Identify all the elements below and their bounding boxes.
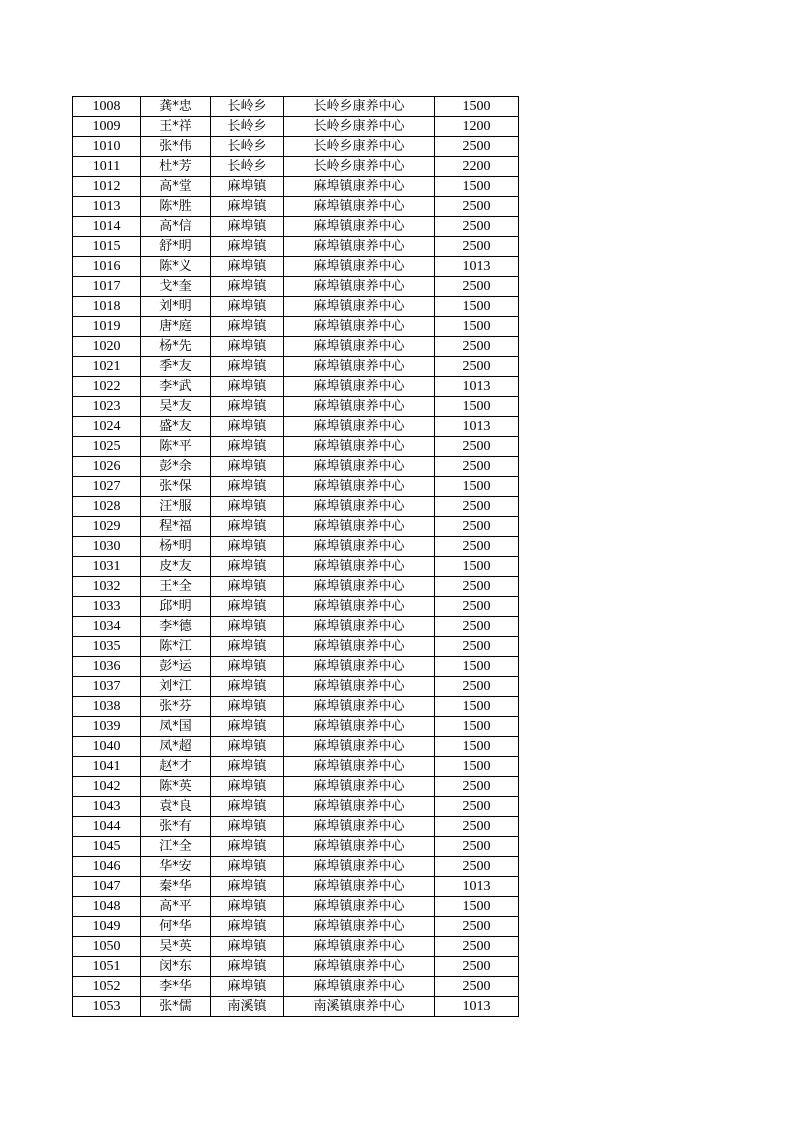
care-center-cell: 麻埠镇康养中心: [284, 737, 435, 757]
care-center-cell: 麻埠镇康养中心: [284, 857, 435, 877]
person-name-cell: 张*有: [141, 817, 211, 837]
care-center-cell: 麻埠镇康养中心: [284, 937, 435, 957]
care-center-cell: 麻埠镇康养中心: [284, 877, 435, 897]
record-id-cell: 1048: [73, 897, 141, 917]
person-name-cell: 程*福: [141, 517, 211, 537]
person-name-cell: 李*华: [141, 977, 211, 997]
table-row: [73, 777, 519, 797]
record-id-cell: 1047: [73, 877, 141, 897]
town-cell: 麻埠镇: [211, 937, 284, 957]
town-cell: 长岭乡: [211, 157, 284, 177]
town-cell: 长岭乡: [211, 97, 284, 117]
person-name-cell: 张*芬: [141, 697, 211, 717]
person-name-cell: 杜*芳: [141, 157, 211, 177]
person-name-cell: 李*武: [141, 377, 211, 397]
town-cell: 麻埠镇: [211, 677, 284, 697]
care-center-cell: 麻埠镇康养中心: [284, 377, 435, 397]
person-name-cell: 赵*才: [141, 757, 211, 777]
record-id-cell: 1016: [73, 257, 141, 277]
table-row: [73, 917, 519, 937]
record-id-cell: 1031: [73, 557, 141, 577]
table-row: [73, 637, 519, 657]
amount-cell: 2500: [435, 197, 519, 217]
person-name-cell: 彭*运: [141, 657, 211, 677]
amount-cell: 2500: [435, 537, 519, 557]
record-id-cell: 1051: [73, 957, 141, 977]
care-center-cell: 麻埠镇康养中心: [284, 437, 435, 457]
town-cell: 麻埠镇: [211, 517, 284, 537]
amount-cell: 2500: [435, 237, 519, 257]
table-row: [73, 997, 519, 1017]
record-id-cell: 1040: [73, 737, 141, 757]
person-name-cell: 何*华: [141, 917, 211, 937]
record-id-cell: 1046: [73, 857, 141, 877]
amount-cell: 2500: [435, 817, 519, 837]
person-name-cell: 张*保: [141, 477, 211, 497]
town-cell: 麻埠镇: [211, 817, 284, 837]
person-name-cell: 杨*先: [141, 337, 211, 357]
record-id-cell: 1009: [73, 117, 141, 137]
town-cell: 麻埠镇: [211, 277, 284, 297]
record-id-cell: 1012: [73, 177, 141, 197]
amount-cell: 2500: [435, 217, 519, 237]
table-row: [73, 597, 519, 617]
town-cell: 麻埠镇: [211, 697, 284, 717]
record-id-cell: 1017: [73, 277, 141, 297]
town-cell: 南溪镇: [211, 997, 284, 1017]
town-cell: 麻埠镇: [211, 837, 284, 857]
town-cell: 麻埠镇: [211, 977, 284, 997]
amount-cell: 1013: [435, 257, 519, 277]
table-row: [73, 177, 519, 197]
amount-cell: 1200: [435, 117, 519, 137]
table-row: [73, 757, 519, 777]
table-row: [73, 957, 519, 977]
amount-cell: 2500: [435, 437, 519, 457]
table-row: [73, 557, 519, 577]
record-id-cell: 1010: [73, 137, 141, 157]
care-center-cell: 麻埠镇康养中心: [284, 897, 435, 917]
amount-cell: 2500: [435, 617, 519, 637]
town-cell: 长岭乡: [211, 137, 284, 157]
person-name-cell: 闵*东: [141, 957, 211, 977]
table-row: [73, 857, 519, 877]
record-id-cell: 1018: [73, 297, 141, 317]
person-name-cell: 王*祥: [141, 117, 211, 137]
person-name-cell: 高*堂: [141, 177, 211, 197]
person-name-cell: 凤*国: [141, 717, 211, 737]
town-cell: 麻埠镇: [211, 297, 284, 317]
care-center-cell: 麻埠镇康养中心: [284, 577, 435, 597]
amount-cell: 2500: [435, 517, 519, 537]
town-cell: 麻埠镇: [211, 257, 284, 277]
care-center-cell: 麻埠镇康养中心: [284, 517, 435, 537]
person-name-cell: 陈*英: [141, 777, 211, 797]
record-id-cell: 1044: [73, 817, 141, 837]
town-cell: 麻埠镇: [211, 557, 284, 577]
table-row: [73, 477, 519, 497]
amount-cell: 2500: [435, 277, 519, 297]
amount-cell: 1013: [435, 997, 519, 1017]
table-row: [73, 877, 519, 897]
town-cell: 麻埠镇: [211, 957, 284, 977]
town-cell: 麻埠镇: [211, 717, 284, 737]
record-id-cell: 1033: [73, 597, 141, 617]
table-row: [73, 357, 519, 377]
table-row: [73, 977, 519, 997]
care-center-cell: 麻埠镇康养中心: [284, 817, 435, 837]
person-name-cell: 王*全: [141, 577, 211, 597]
amount-cell: 1500: [435, 477, 519, 497]
town-cell: 麻埠镇: [211, 397, 284, 417]
record-id-cell: 1011: [73, 157, 141, 177]
amount-cell: 1500: [435, 757, 519, 777]
amount-cell: 1500: [435, 557, 519, 577]
table-row: [73, 737, 519, 757]
care-center-cell: 麻埠镇康养中心: [284, 977, 435, 997]
table-row: [73, 537, 519, 557]
town-cell: 麻埠镇: [211, 417, 284, 437]
amount-cell: 1500: [435, 657, 519, 677]
amount-cell: 1013: [435, 377, 519, 397]
amount-cell: 1500: [435, 97, 519, 117]
amount-cell: 2500: [435, 497, 519, 517]
person-name-cell: 吴*英: [141, 937, 211, 957]
record-id-cell: 1022: [73, 377, 141, 397]
town-cell: 麻埠镇: [211, 917, 284, 937]
town-cell: 麻埠镇: [211, 497, 284, 517]
care-center-cell: 麻埠镇康养中心: [284, 597, 435, 617]
table-row: [73, 157, 519, 177]
town-cell: 麻埠镇: [211, 357, 284, 377]
care-center-cell: 麻埠镇康养中心: [284, 617, 435, 637]
person-name-cell: 张*儒: [141, 997, 211, 1017]
table-row: [73, 617, 519, 637]
person-name-cell: 刘*江: [141, 677, 211, 697]
table-row: [73, 657, 519, 677]
record-id-cell: 1036: [73, 657, 141, 677]
town-cell: 麻埠镇: [211, 737, 284, 757]
person-name-cell: 盛*友: [141, 417, 211, 437]
amount-cell: 2500: [435, 137, 519, 157]
town-cell: 麻埠镇: [211, 337, 284, 357]
amount-cell: 1500: [435, 737, 519, 757]
table-row: [73, 897, 519, 917]
person-name-cell: 彭*余: [141, 457, 211, 477]
care-center-cell: 麻埠镇康养中心: [284, 457, 435, 477]
care-center-cell: 麻埠镇康养中心: [284, 277, 435, 297]
record-id-cell: 1026: [73, 457, 141, 477]
care-center-cell: 麻埠镇康养中心: [284, 777, 435, 797]
table-row: [73, 517, 519, 537]
person-name-cell: 季*友: [141, 357, 211, 377]
care-center-cell: 麻埠镇康养中心: [284, 257, 435, 277]
record-id-cell: 1032: [73, 577, 141, 597]
record-id-cell: 1030: [73, 537, 141, 557]
care-center-cell: 南溪镇康养中心: [284, 997, 435, 1017]
record-id-cell: 1034: [73, 617, 141, 637]
table-row: [73, 397, 519, 417]
amount-cell: 1500: [435, 717, 519, 737]
town-cell: 麻埠镇: [211, 897, 284, 917]
table-row: [73, 817, 519, 837]
table-row: [73, 257, 519, 277]
care-center-cell: 麻埠镇康养中心: [284, 317, 435, 337]
town-cell: 麻埠镇: [211, 317, 284, 337]
amount-cell: 2500: [435, 677, 519, 697]
amount-cell: 2500: [435, 957, 519, 977]
person-name-cell: 陈*义: [141, 257, 211, 277]
amount-cell: 2500: [435, 337, 519, 357]
record-id-cell: 1028: [73, 497, 141, 517]
town-cell: 麻埠镇: [211, 577, 284, 597]
amount-cell: 2500: [435, 577, 519, 597]
town-cell: 麻埠镇: [211, 857, 284, 877]
town-cell: 麻埠镇: [211, 217, 284, 237]
amount-cell: 2500: [435, 457, 519, 477]
town-cell: 麻埠镇: [211, 197, 284, 217]
table-row: [73, 677, 519, 697]
amount-cell: 2500: [435, 857, 519, 877]
amount-cell: 2500: [435, 797, 519, 817]
person-name-cell: 张*伟: [141, 137, 211, 157]
amount-cell: 2500: [435, 597, 519, 617]
record-id-cell: 1015: [73, 237, 141, 257]
record-id-cell: 1038: [73, 697, 141, 717]
table-row: [73, 717, 519, 737]
care-center-cell: 麻埠镇康养中心: [284, 397, 435, 417]
table-row: [73, 457, 519, 477]
care-center-cell: 长岭乡康养中心: [284, 97, 435, 117]
care-center-cell: 麻埠镇康养中心: [284, 697, 435, 717]
table-row: [73, 937, 519, 957]
table-row: [73, 697, 519, 717]
record-id-cell: 1024: [73, 417, 141, 437]
person-name-cell: 李*德: [141, 617, 211, 637]
care-center-cell: 麻埠镇康养中心: [284, 657, 435, 677]
town-cell: 麻埠镇: [211, 597, 284, 617]
table-row: [73, 317, 519, 337]
person-name-cell: 汪*服: [141, 497, 211, 517]
table-row: [73, 337, 519, 357]
town-cell: 麻埠镇: [211, 537, 284, 557]
care-center-cell: 麻埠镇康养中心: [284, 677, 435, 697]
table-row: [73, 377, 519, 397]
town-cell: 麻埠镇: [211, 757, 284, 777]
amount-cell: 1500: [435, 697, 519, 717]
person-name-cell: 华*安: [141, 857, 211, 877]
care-center-cell: 麻埠镇康养中心: [284, 297, 435, 317]
amount-cell: 2500: [435, 357, 519, 377]
record-id-cell: 1049: [73, 917, 141, 937]
person-name-cell: 凤*超: [141, 737, 211, 757]
care-center-cell: 长岭乡康养中心: [284, 157, 435, 177]
record-id-cell: 1013: [73, 197, 141, 217]
amount-cell: 1500: [435, 897, 519, 917]
record-id-cell: 1019: [73, 317, 141, 337]
person-name-cell: 袁*良: [141, 797, 211, 817]
care-center-cell: 麻埠镇康养中心: [284, 357, 435, 377]
town-cell: 麻埠镇: [211, 437, 284, 457]
care-center-cell: 长岭乡康养中心: [284, 117, 435, 137]
person-name-cell: 杨*明: [141, 537, 211, 557]
roster-table-body: [73, 97, 519, 1017]
table-row: [73, 97, 519, 117]
record-id-cell: 1029: [73, 517, 141, 537]
town-cell: 麻埠镇: [211, 657, 284, 677]
town-cell: 麻埠镇: [211, 237, 284, 257]
person-name-cell: 唐*庭: [141, 317, 211, 337]
amount-cell: 1013: [435, 877, 519, 897]
record-id-cell: 1020: [73, 337, 141, 357]
person-name-cell: 陈*平: [141, 437, 211, 457]
care-center-cell: 麻埠镇康养中心: [284, 917, 435, 937]
amount-cell: 2500: [435, 917, 519, 937]
town-cell: 麻埠镇: [211, 777, 284, 797]
town-cell: 麻埠镇: [211, 877, 284, 897]
record-id-cell: 1035: [73, 637, 141, 657]
record-id-cell: 1041: [73, 757, 141, 777]
care-center-cell: 麻埠镇康养中心: [284, 837, 435, 857]
table-row: [73, 137, 519, 157]
amount-cell: 1500: [435, 297, 519, 317]
record-id-cell: 1045: [73, 837, 141, 857]
table-row: [73, 837, 519, 857]
town-cell: 麻埠镇: [211, 637, 284, 657]
person-name-cell: 戈*奎: [141, 277, 211, 297]
table-row: [73, 237, 519, 257]
town-cell: 长岭乡: [211, 117, 284, 137]
record-id-cell: 1050: [73, 937, 141, 957]
person-name-cell: 皮*友: [141, 557, 211, 577]
care-center-cell: 麻埠镇康养中心: [284, 477, 435, 497]
amount-cell: 2500: [435, 977, 519, 997]
amount-cell: 2200: [435, 157, 519, 177]
person-name-cell: 江*全: [141, 837, 211, 857]
care-center-cell: 麻埠镇康养中心: [284, 497, 435, 517]
table-row: [73, 117, 519, 137]
record-id-cell: 1053: [73, 997, 141, 1017]
town-cell: 麻埠镇: [211, 377, 284, 397]
care-center-cell: 麻埠镇康养中心: [284, 637, 435, 657]
record-id-cell: 1025: [73, 437, 141, 457]
table-row: [73, 417, 519, 437]
table-row: [73, 297, 519, 317]
roster-table: [72, 96, 519, 1017]
person-name-cell: 高*信: [141, 217, 211, 237]
care-center-cell: 长岭乡康养中心: [284, 137, 435, 157]
amount-cell: 1500: [435, 317, 519, 337]
record-id-cell: 1037: [73, 677, 141, 697]
person-name-cell: 陈*胜: [141, 197, 211, 217]
table-row: [73, 217, 519, 237]
person-name-cell: 高*平: [141, 897, 211, 917]
care-center-cell: 麻埠镇康养中心: [284, 417, 435, 437]
amount-cell: 1500: [435, 397, 519, 417]
town-cell: 麻埠镇: [211, 617, 284, 637]
record-id-cell: 1021: [73, 357, 141, 377]
care-center-cell: 麻埠镇康养中心: [284, 217, 435, 237]
care-center-cell: 麻埠镇康养中心: [284, 957, 435, 977]
care-center-cell: 麻埠镇康养中心: [284, 537, 435, 557]
care-center-cell: 麻埠镇康养中心: [284, 717, 435, 737]
person-name-cell: 吴*友: [141, 397, 211, 417]
table-row: [73, 577, 519, 597]
care-center-cell: 麻埠镇康养中心: [284, 237, 435, 257]
table-row: [73, 797, 519, 817]
amount-cell: 2500: [435, 837, 519, 857]
table-row: [73, 497, 519, 517]
care-center-cell: 麻埠镇康养中心: [284, 197, 435, 217]
record-id-cell: 1008: [73, 97, 141, 117]
town-cell: 麻埠镇: [211, 457, 284, 477]
amount-cell: 1500: [435, 177, 519, 197]
table-row: [73, 437, 519, 457]
amount-cell: 2500: [435, 777, 519, 797]
person-name-cell: 舒*明: [141, 237, 211, 257]
town-cell: 麻埠镇: [211, 477, 284, 497]
record-id-cell: 1027: [73, 477, 141, 497]
person-name-cell: 秦*华: [141, 877, 211, 897]
record-id-cell: 1052: [73, 977, 141, 997]
amount-cell: 1013: [435, 417, 519, 437]
amount-cell: 2500: [435, 937, 519, 957]
person-name-cell: 龚*忠: [141, 97, 211, 117]
care-center-cell: 麻埠镇康养中心: [284, 557, 435, 577]
care-center-cell: 麻埠镇康养中心: [284, 797, 435, 817]
person-name-cell: 邱*明: [141, 597, 211, 617]
person-name-cell: 陈*江: [141, 637, 211, 657]
table-row: [73, 277, 519, 297]
record-id-cell: 1014: [73, 217, 141, 237]
record-id-cell: 1023: [73, 397, 141, 417]
record-id-cell: 1039: [73, 717, 141, 737]
town-cell: 麻埠镇: [211, 797, 284, 817]
record-id-cell: 1042: [73, 777, 141, 797]
care-center-cell: 麻埠镇康养中心: [284, 177, 435, 197]
table-row: [73, 197, 519, 217]
care-center-cell: 麻埠镇康养中心: [284, 337, 435, 357]
town-cell: 麻埠镇: [211, 177, 284, 197]
amount-cell: 2500: [435, 637, 519, 657]
care-center-cell: 麻埠镇康养中心: [284, 757, 435, 777]
person-name-cell: 刘*明: [141, 297, 211, 317]
record-id-cell: 1043: [73, 797, 141, 817]
